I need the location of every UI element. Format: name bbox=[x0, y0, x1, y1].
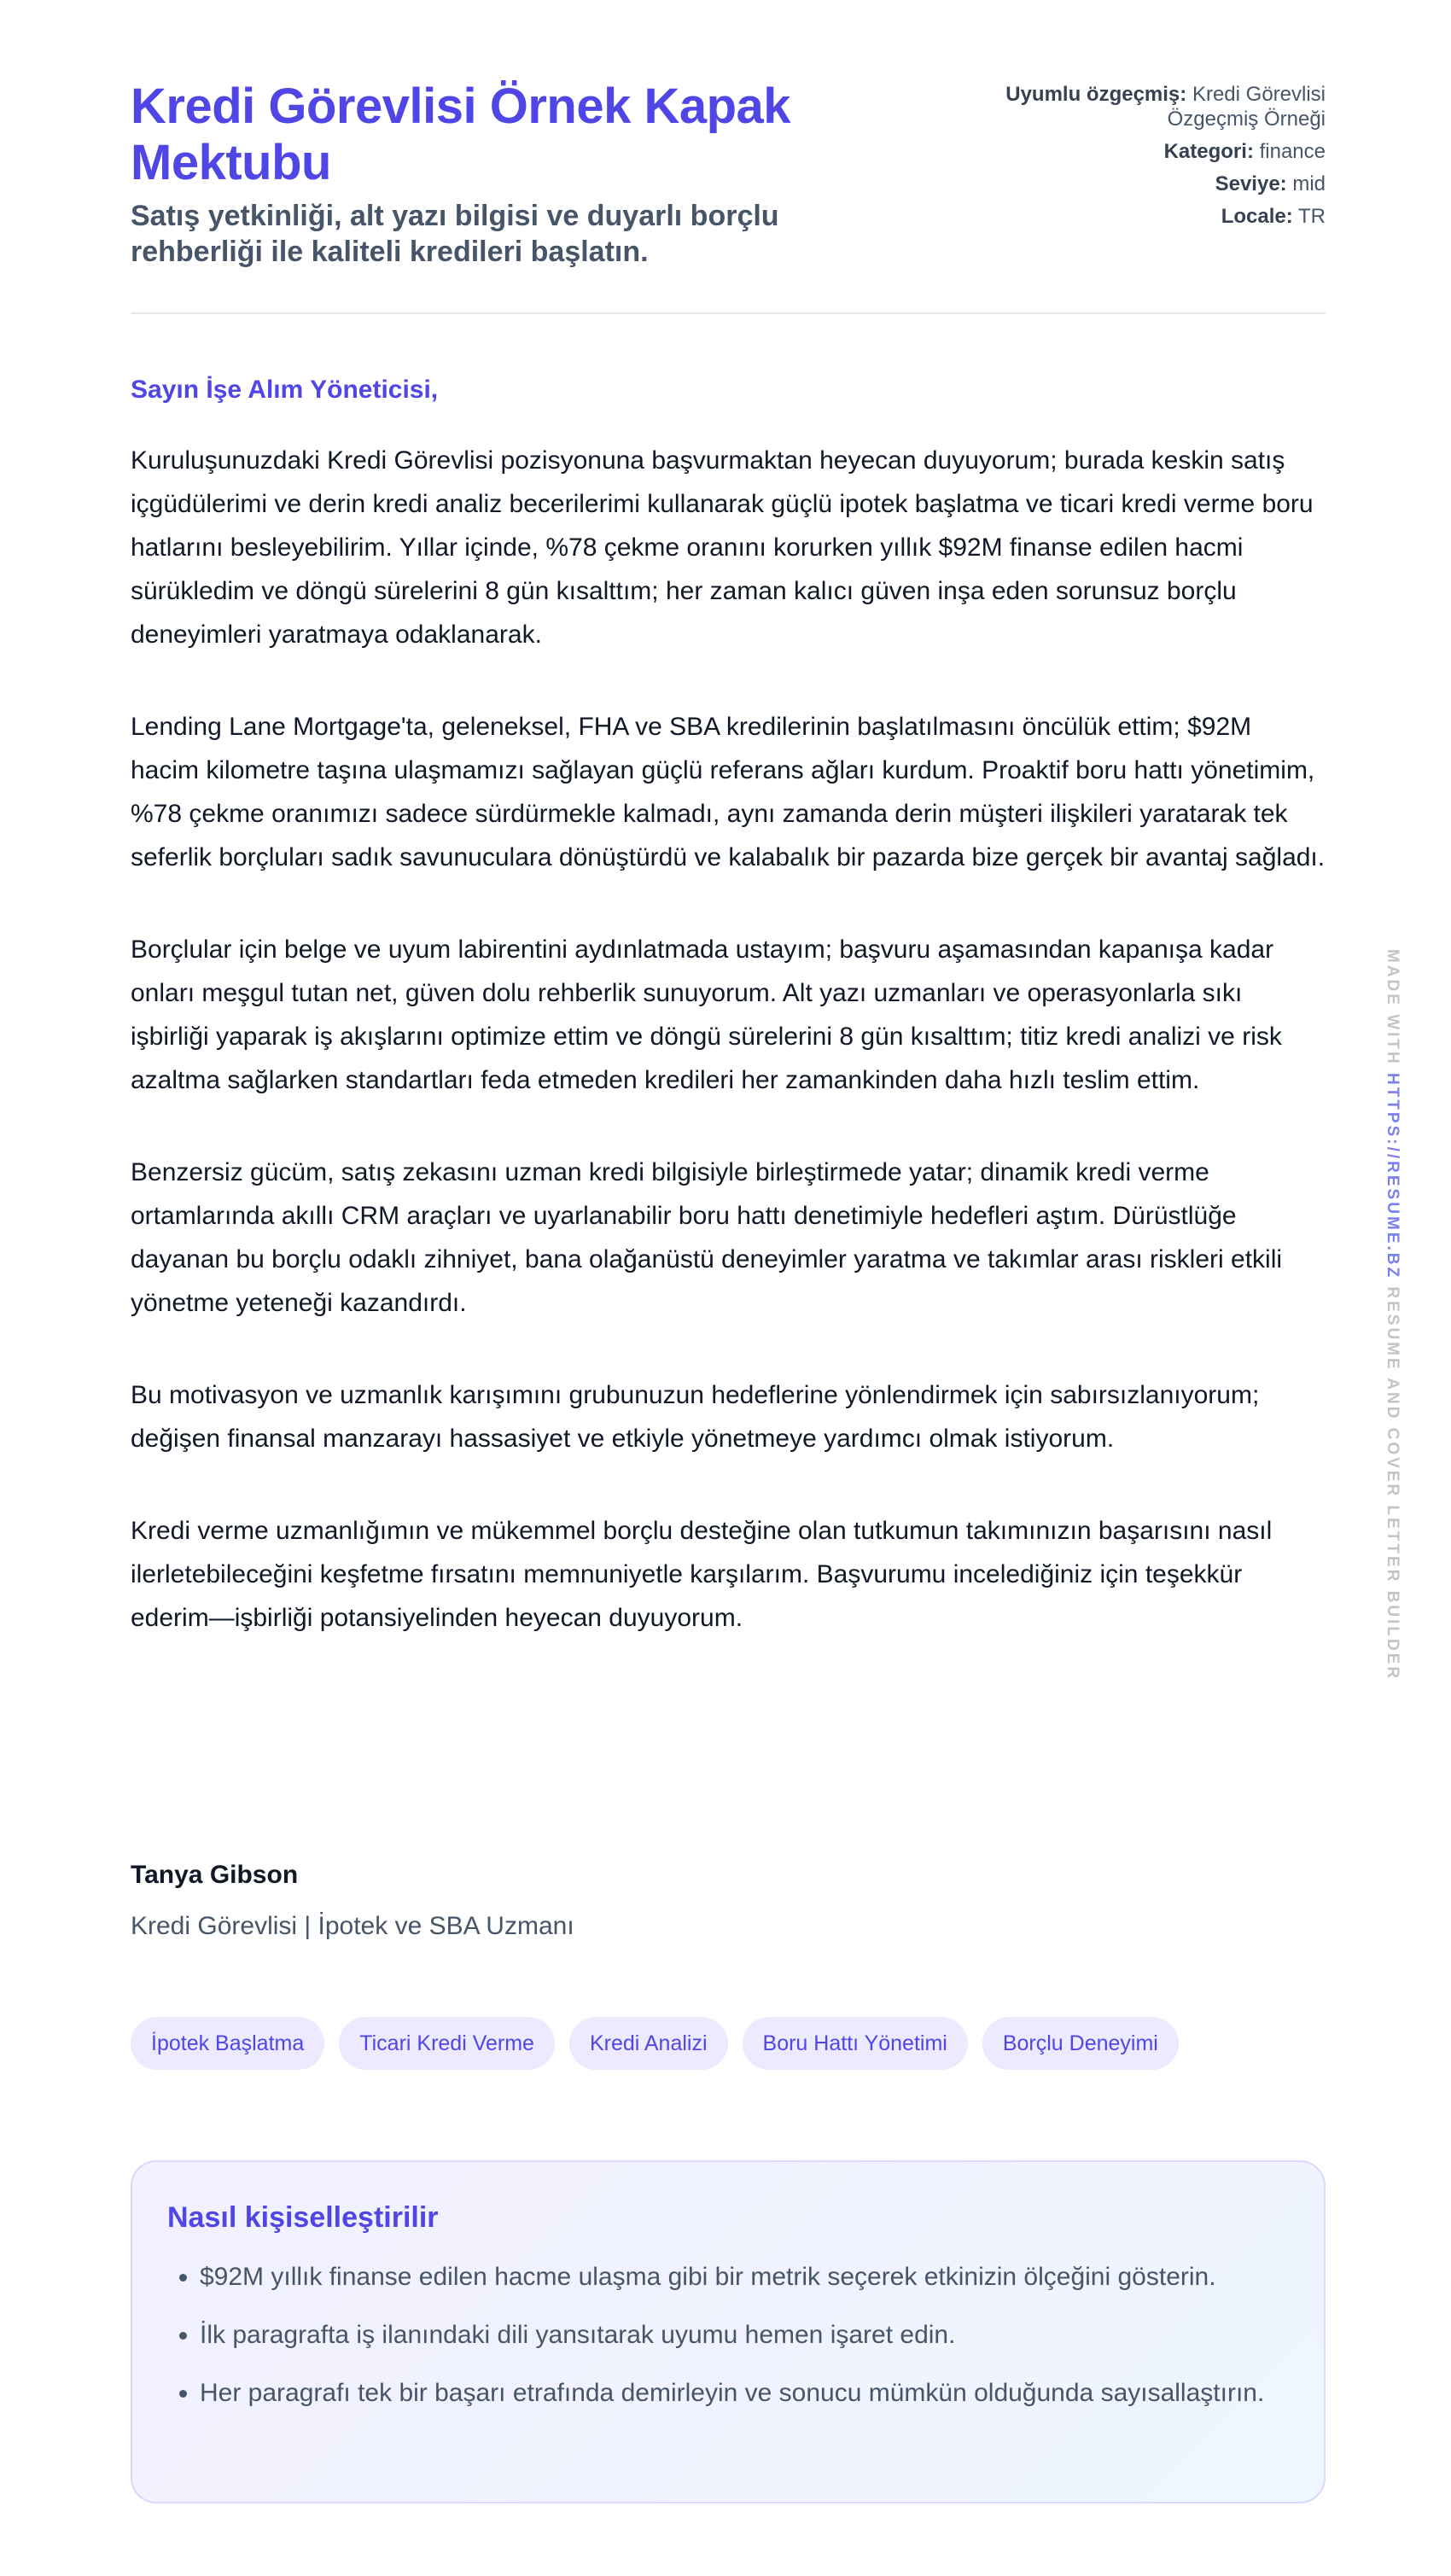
skill-tag: Kredi Analizi bbox=[569, 2017, 728, 2070]
tips-title: Nasıl kişiselleştirilir bbox=[167, 2201, 439, 2234]
meta-value: Kredi Görevlisi Özgeçmiş Örneği bbox=[1167, 83, 1326, 131]
salutation: Sayın İşe Alım Yöneticisi, bbox=[131, 376, 439, 404]
signature-title: Kredi Görevlisi | İpotek ve SBA Uzmanı bbox=[131, 1912, 574, 1940]
meta-label: Seviye: bbox=[1215, 172, 1287, 195]
meta-level bbox=[933, 172, 1326, 196]
tips-list bbox=[167, 2256, 1326, 2430]
watermark-prefix: MADE WITH bbox=[1384, 949, 1401, 1066]
meta-value: finance bbox=[1259, 140, 1326, 163]
meta-label: Locale: bbox=[1221, 205, 1293, 228]
cover-letter-page bbox=[131, 0, 1326, 2407]
personalization-tips bbox=[131, 2160, 1326, 2503]
signature-name: Tanya Gibson bbox=[131, 1861, 299, 1889]
meta-value: mid bbox=[1292, 172, 1326, 195]
letter-paragraph: Lending Lane Mortgage'ta, geleneksel, FHA ve SBA kredilerinin başlatılmasını öncülük ettim; $92M hacim kilometre taşına ulaşmamızı sağlayan güçlü referans ağları kurdum. Proaktif boru hattı yönetimim, %78 çekme oranımızı sadece sürdürmekle kalmadı, aynı zamanda derin müşteri ilişkileri yaratarak tek seferlik borçluları sadık savunuculara dönüştürdü ve kalabalık bir pazarda bize gerçek bir avantaj sağladı. bbox=[131, 713, 1326, 871]
meta-locale bbox=[933, 204, 1326, 229]
letter-paragraph: Kuruluşunuzdaki Kredi Görevlisi pozisyonuna başvurmaktan heyecan duyuyorum; burada keskin satış içgüdülerimi ve derin kredi analiz becerilerimi kullanarak güçlü ipotek başlatma ve ticari kredi verme boru hatlarını besleyebilirim. Yıllar içinde, %78 çekme oranını korurken yıllık $92M finanse edilen hacmi sürükledim ve döngü sürelerini 8 gün kısalttım; her zaman kalıcı güven inşa eden sorunsuz borçlu deneyimleri yaratmaya odaklanarak. bbox=[131, 446, 1314, 649]
letter-body bbox=[131, 439, 1326, 1688]
meta-category bbox=[933, 139, 1326, 164]
skill-tag: Boru Hattı Yönetimi bbox=[743, 2017, 968, 2070]
letter-paragraph: Benzersiz gücüm, satış zekasını uzman kredi bilgisiyle birleştirmede yatar; dinamik kredi verme ortamlarında akıllı CRM araçları ve uyarlanabilir boru hattı denetimiyle hedefleri aştım. Dürüstlüğe dayanan bu borçlu odaklı zihniyet, bana olağanüstü deneyimler yaratma ve takımlar arası riskleri etkili yönetme yeteneği kazandırdı. bbox=[131, 1158, 1283, 1317]
skill-tags bbox=[131, 2017, 1179, 2070]
skill-tag: İpotek Başlatma bbox=[131, 2017, 324, 2070]
letter-paragraph: Kredi verme uzmanlığımın ve mükemmel borçlu desteğine olan tutkumun takımınızın başarısını nasıl ilerletebileceğini keşfetme fırsatını memnuniyetle karşılarım. Başvurumu incelediğiniz için teşekkür ederim—işbirliği potansiyelinden heyecan duyuyorum. bbox=[131, 1517, 1273, 1632]
tip-item: • Her paragrafı tek bir başarı etrafında demirleyin ve sonucu mümkün olduğunda sayısallaştırın. bbox=[200, 2372, 1326, 2415]
page-subtitle: Satış yetkinliği, alt yazı bilgisi ve duyarlı borçlu rehberliği ile kaliteli kredileri başlatın. bbox=[131, 200, 779, 268]
page-header bbox=[131, 0, 1326, 314]
letter-paragraph: Borçlular için belge ve uyum labirentini aydınlatmada ustayım; başvuru aşamasından kapanışa kadar onları meşgul tutan net, güven dolu rehberlik sunuyorum. Alt yazı uzmanları ve operasyonlarla sıkı işbirliği yaparak iş akışlarını optimize ettim ve döngü sürelerini 8 gün kısalttım; titiz kredi analizi ve risk azaltma sağlarken standartları feda etmeden kredileri her zamankinden daha hızlı teslim ettim. bbox=[131, 935, 1282, 1094]
skill-tag: Ticari Kredi Verme bbox=[339, 2017, 555, 2070]
watermark-suffix: RESUME AND COVER LETTER BUILDER bbox=[1384, 1286, 1401, 1681]
letter-paragraph: Bu motivasyon ve uzmanlık karışımını grubunuzun hedeflerine yönlendirmek için sabırsızlanıyorum; değişen finansal manzarayı hassasiyet ve etkiyle yönetmeye yardımcı olmak istiyorum. bbox=[131, 1381, 1260, 1453]
meta-info bbox=[933, 82, 1326, 236]
meta-label: Kategori: bbox=[1163, 140, 1254, 163]
signature bbox=[131, 1856, 574, 1945]
meta-value: TR bbox=[1298, 205, 1326, 228]
meta-compatible-resume bbox=[933, 82, 1326, 131]
watermark-link[interactable]: HTTPS://RESUME.BZ bbox=[1384, 1073, 1401, 1280]
page-title: Kredi Görevlisi Örnek Kapak Mektubu bbox=[131, 79, 791, 190]
watermark bbox=[1383, 949, 1401, 1681]
meta-label: Uyumlu özgeçmiş: bbox=[1005, 83, 1187, 106]
skill-tag: Borçlu Deneyimi bbox=[982, 2017, 1179, 2070]
tip-item: • $92M yıllık finanse edilen hacme ulaşma gibi bir metrik seçerek etkinizin ölçeğini gösterin. bbox=[200, 2256, 1326, 2299]
tip-item: • İlk paragrafta iş ilanındaki dili yansıtarak uyumu hemen işaret edin. bbox=[200, 2314, 1326, 2357]
